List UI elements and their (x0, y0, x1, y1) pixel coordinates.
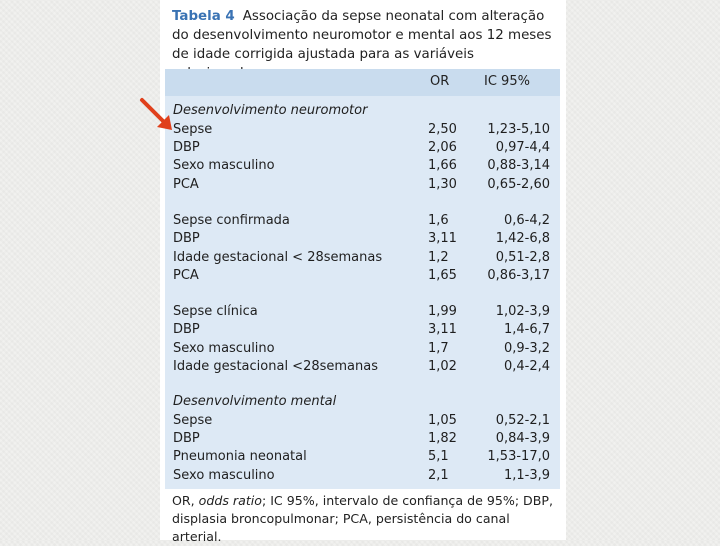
row-ic95-value: 0,52-2,1 (495, 413, 550, 428)
table-row (0, 157, 720, 175)
table-row (0, 412, 720, 430)
section-title-neuromotor: Desenvolvimento neuromotor (173, 103, 368, 118)
row-ic95-value: 1,23-5,10 (487, 122, 550, 137)
column-header-ic95: IC 95% (484, 74, 530, 89)
row-or-value: 1,02 (428, 359, 457, 374)
row-variable: DBP (173, 322, 200, 337)
row-ic95-value: 1,42-6,8 (495, 231, 550, 246)
row-variable: Idade gestacional < 28semanas (173, 250, 383, 265)
row-variable: Sexo masculino (173, 341, 275, 356)
row-or-value: 1,82 (428, 431, 457, 446)
footnote-text: ; IC 95%, intervalo de confiança de 95%; DBP, displasia broncopulmonar; PCA, persistência do canal arterial. (172, 493, 553, 544)
row-or-value: 1,7 (428, 341, 449, 356)
table-label: Tabela 4 (172, 9, 235, 24)
row-or-value: 1,05 (428, 413, 457, 428)
row-or-value: 1,66 (428, 158, 457, 173)
row-ic95-value: 0,4-2,4 (503, 359, 550, 374)
table-row (0, 358, 720, 376)
table-row (0, 430, 720, 448)
table-row (0, 121, 720, 139)
row-ic95-value: 0,88-3,14 (487, 158, 550, 173)
row-variable: PCA (173, 268, 199, 283)
table-row (0, 303, 720, 321)
row-or-value: 1,6 (428, 213, 449, 228)
row-ic95-value: 1,1-3,9 (503, 468, 550, 483)
row-or-value: 2,50 (428, 122, 457, 137)
row-ic95-value: 0,9-3,2 (503, 341, 550, 356)
row-variable: Sexo masculino (173, 468, 275, 483)
row-ic95-value: 0,97-4,4 (495, 140, 550, 155)
table-row (0, 230, 720, 248)
table-title: Associação da sepse neonatal com alteração do desenvolvimento neuromotor e mental aos 12 meses de idade corrigida ajustada para as variáveis (172, 9, 552, 62)
row-ic95-value: 0,65-2,60 (487, 177, 550, 192)
table-row (0, 321, 720, 339)
row-or-value: 1,30 (428, 177, 457, 192)
row-ic95-value: 0,86-3,17 (487, 268, 550, 283)
table-row (0, 340, 720, 358)
row-or-value: 1,65 (428, 268, 457, 283)
row-variable: Pneumonia neonatal (173, 449, 307, 464)
footnote-or: OR, (172, 493, 199, 508)
row-ic95-value: 0,51-2,8 (495, 250, 550, 265)
row-variable: PCA (173, 177, 199, 192)
row-variable: Sepse (173, 413, 213, 428)
red-pointer-arrow-icon (138, 96, 178, 136)
row-ic95-value: 0,6-4,2 (503, 213, 550, 228)
table-footnote (172, 492, 557, 546)
table-row (0, 448, 720, 466)
column-header-or: OR (430, 74, 450, 89)
table-row (0, 176, 720, 194)
table-row (0, 467, 720, 485)
row-variable: Sepse confirmada (173, 213, 290, 228)
row-variable: Sepse (173, 122, 213, 137)
row-or-value: 2,1 (428, 468, 449, 483)
row-or-value: 3,11 (428, 231, 457, 246)
row-or-value: 1,2 (428, 250, 449, 265)
footnote-odds-ratio: odds ratio (198, 493, 262, 508)
table-row (0, 212, 720, 230)
row-variable: DBP (173, 140, 200, 155)
row-or-value: 5,1 (428, 449, 449, 464)
row-variable: Sepse clínica (173, 304, 258, 319)
section-title-mental: Desenvolvimento mental (173, 394, 337, 409)
table-row (0, 267, 720, 285)
row-variable: DBP (173, 431, 200, 446)
row-or-value: 3,11 (428, 322, 457, 337)
row-ic95-value: 0,84-3,9 (495, 431, 550, 446)
table-row (0, 139, 720, 157)
row-variable: DBP (173, 231, 200, 246)
row-variable: Idade gestacional <28semanas (173, 359, 378, 374)
row-ic95-value: 1,53-17,0 (487, 449, 550, 464)
row-ic95-value: 1,4-6,7 (503, 322, 550, 337)
row-variable: Sexo masculino (173, 158, 275, 173)
row-or-value: 2,06 (428, 140, 457, 155)
table-row (0, 249, 720, 267)
row-ic95-value: 1,02-3,9 (495, 304, 550, 319)
row-or-value: 1,99 (428, 304, 457, 319)
